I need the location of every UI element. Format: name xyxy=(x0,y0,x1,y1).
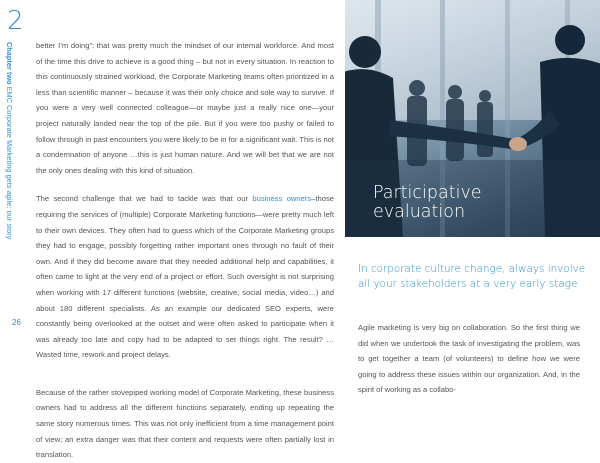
photo-title-line-1: Participative xyxy=(373,183,482,203)
right-paragraph-1: Agile marketing is very big on collaboration. So the first thing we did when we undertook the task of investigating the problem, was to get together a team (of volunteers) to define how we were going to address these issues within our organization. And, in the spirit of working as a collabo- xyxy=(358,323,580,395)
left-paragraph-3: Because of the rather stovepiped working model of Corporate Marketing, these business owners had to address all the different functions separately, ending up repeating the same story numerous times. This was not only inefficient from a time management point of view; an extra danger was that their content and requests were often partially lost in translation. xyxy=(36,387,334,460)
left-paragraph-2-before: The second challenge that we had to tackle was that our xyxy=(36,194,253,204)
left-text-column xyxy=(36,38,334,463)
photo-title-line-2: evaluation xyxy=(373,202,466,222)
business-owners-highlight: business owners xyxy=(252,194,312,204)
left-paragraph-2-after: –those requiring the services of (multiple) Corporate Marketing functions—were pretty much left to their own devices. They often had to guess which of the Corporate Marketing groups they had to engage, possibly forgetting rather important ones through no fault of their own. And if they did become aware that they needed additional help and capabilities, it often came to light at the very end of a project or effort. Such oversight is not surprising when working with 17 different functions (website, creative, social media, video…) and about 180 different specialists. As an example our dedicated SEO experts, were constantly being overlooked at the outset and were often asked to participate when it was already too late and copy had to be adapted to set things right. The result? … Wasted time, rework and project delays. xyxy=(36,194,334,360)
chapter-number: 2 xyxy=(7,6,24,36)
left-paragraph-2 xyxy=(36,191,334,363)
chapter-label-rest: EMC Corporate Marketing gets agile: our story xyxy=(5,84,14,240)
right-text-column xyxy=(358,320,580,398)
left-paragraph-1: better I’m doing”: that was pretty much the mindset of our internal workforce. And most of the time this drive to achieve is a good thing – but not in every situation. In reaction to this continuously strained workload, the Corporate Marketing teams often prioritized in a less than scientific manner – because it was their only choice and sole way to survive. If you were a very well connected colleague—or maybe just a really nice one—your project naturally landed near the top of the pile. But if you were too pushy or failed to follow through in past encounters you were likely to be in for a significant wait. This is not a condemnation of anyone …this is just human nature. And we will bet that we are not the only ones dealing with this kind of situation. xyxy=(36,41,334,175)
page-number: 26 xyxy=(12,318,21,327)
chapter-label-bold: Chapter two xyxy=(5,42,14,85)
section-subtitle: In corporate culture change, always involve all your stakeholders at a very early stage xyxy=(358,263,586,290)
chapter-side-label xyxy=(5,42,14,239)
photo-title xyxy=(373,184,482,222)
